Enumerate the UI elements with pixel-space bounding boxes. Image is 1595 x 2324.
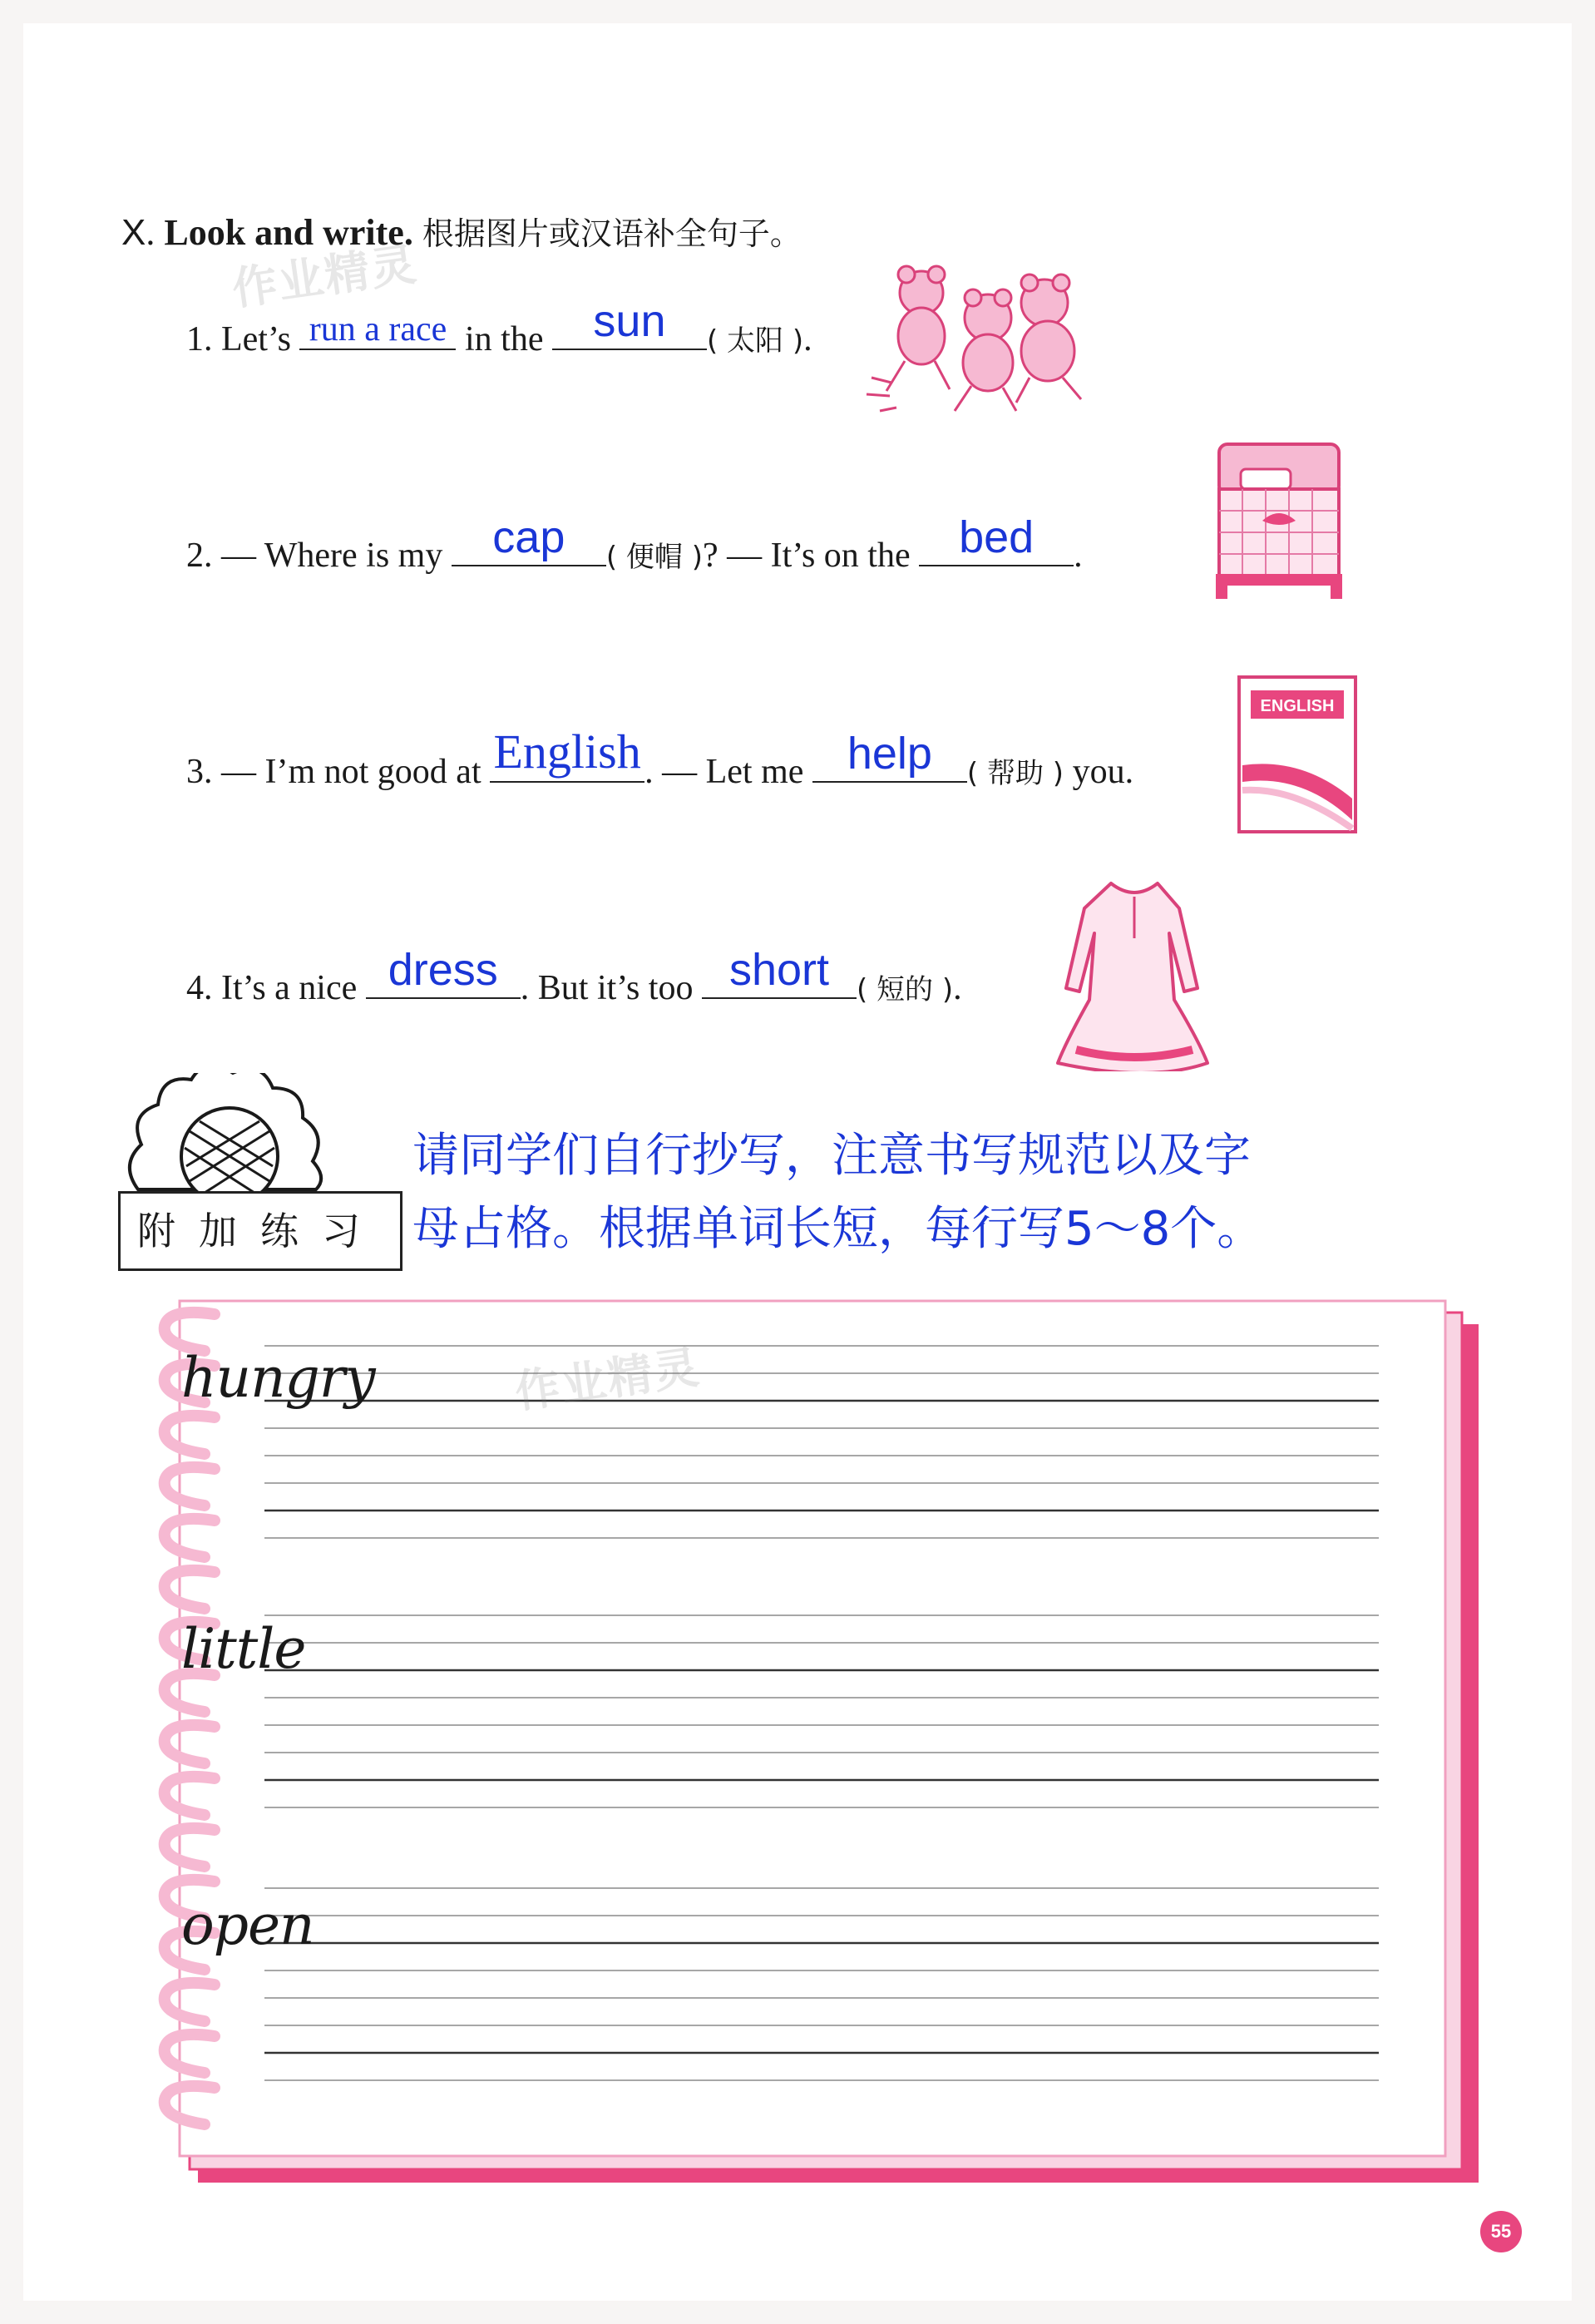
- q3-text-mid: . — Let me: [644, 753, 812, 791]
- q4-hint: ( 短的 ): [856, 973, 954, 1006]
- question-3: [186, 724, 1134, 792]
- dress-illustration: [1051, 875, 1217, 1071]
- q3-blank-2[interactable]: [812, 729, 967, 783]
- question-2: [186, 512, 1083, 576]
- q2-blank-1[interactable]: [452, 512, 606, 566]
- q1-text-pre: 1. Let’s: [186, 320, 300, 358]
- book-cover-text: ENGLISH: [1260, 697, 1335, 715]
- instruction-line-2: 母占格。根据单词长短，每行写5～8个。: [412, 1202, 1264, 1256]
- question-1: [186, 296, 812, 359]
- q3-hint: ( 帮助 ): [966, 757, 1064, 790]
- section-title: X. Look and write. 根据图片或汉语补全句子。: [121, 212, 802, 253]
- q4-text-mid: . But it’s too: [520, 969, 702, 1007]
- q3-text-pre: 3. — I’m not good at: [186, 753, 491, 791]
- q2-text-mid: ? — It’s on the: [703, 536, 920, 575]
- running-animals-illustration: [855, 253, 1104, 419]
- section-title-cn: 根据图片或汉语补全句子。: [422, 215, 802, 252]
- copy-word-2: little: [181, 1617, 306, 1681]
- page-number: 55: [1480, 2211, 1522, 2252]
- q1-text-post: .: [803, 320, 812, 358]
- instruction-line-1: 请同学们自行抄写，注意书写规范以及字: [412, 1129, 1251, 1183]
- q4-text-pre: 4. It’s a nice: [186, 969, 366, 1007]
- q2-text-post: .: [1074, 536, 1083, 575]
- extra-practice-label: 附加练习: [118, 1191, 402, 1271]
- watermark-2: 作业精灵: [511, 1340, 704, 1419]
- q3-text-post: you.: [1064, 753, 1134, 791]
- q1-hint: ( 太阳 ): [706, 324, 804, 358]
- sunflower-icon: [113, 1073, 346, 1198]
- q1-answer-1: run a race: [309, 310, 447, 349]
- q3-answer-1: English: [493, 724, 641, 779]
- q1-text-mid: in the: [456, 320, 552, 358]
- section-title-en: Look and write.: [164, 212, 413, 253]
- q4-answer-2: short: [728, 945, 829, 995]
- question-4: [186, 945, 962, 1008]
- q2-answer-1: cap: [492, 512, 565, 562]
- q4-answer-1: dress: [388, 945, 498, 995]
- watermark: 作业精灵: [229, 237, 421, 316]
- q3-blank-1[interactable]: [490, 724, 644, 783]
- q1-blank-1[interactable]: [299, 310, 456, 350]
- q1-answer-2: sun: [593, 296, 666, 346]
- copy-word-1: hungry: [181, 1346, 375, 1410]
- q2-answer-2: bed: [959, 512, 1035, 562]
- q4-blank-2[interactable]: [702, 945, 857, 999]
- q2-blank-2[interactable]: [919, 512, 1074, 566]
- extra-instructions: [412, 1120, 1352, 1266]
- bed-illustration: [1204, 436, 1354, 602]
- q4-text-post: .: [953, 969, 962, 1007]
- q2-hint: ( 便帽 ): [605, 541, 703, 574]
- worksheet-page: [23, 23, 1572, 2301]
- q3-answer-2: help: [847, 729, 932, 779]
- english-book-illustration: [1236, 674, 1360, 837]
- copybook-notebook: [140, 1296, 1487, 2186]
- q1-blank-2[interactable]: [552, 296, 707, 350]
- section-number: X: [121, 212, 146, 253]
- q2-text-pre: 2. — Where is my: [186, 536, 452, 575]
- copy-word-3: open: [181, 1893, 314, 1957]
- q4-blank-1[interactable]: [366, 945, 521, 999]
